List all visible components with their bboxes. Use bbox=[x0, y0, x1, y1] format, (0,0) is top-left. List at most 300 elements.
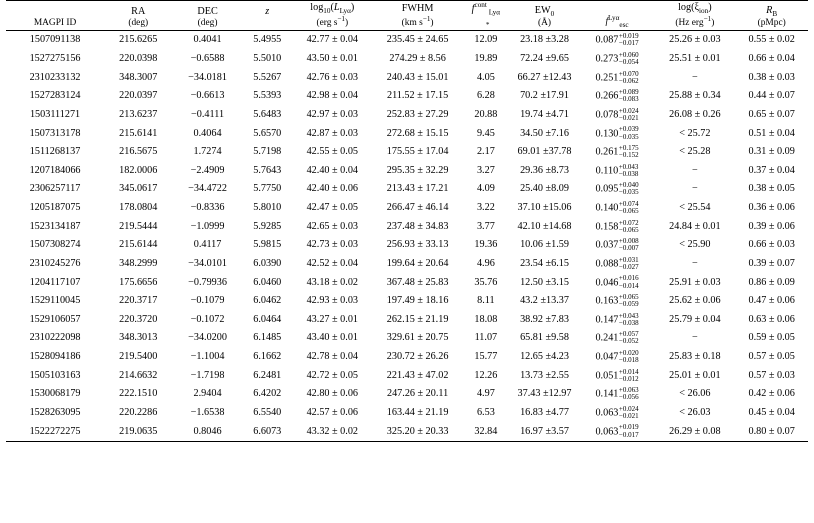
column-header-fwhm: FWHM (km $s^{-1}$) bbox=[401, 3, 434, 29]
cell-fesc bbox=[580, 273, 655, 292]
cell-value: 0.141 bbox=[595, 388, 619, 400]
cell-ew0: 12.50 ±3.15 bbox=[520, 276, 569, 288]
cell-ra: 219.5400 bbox=[119, 351, 158, 363]
cell-loglum: 42.80 ± 0.06 bbox=[306, 388, 359, 400]
table-row bbox=[6, 311, 808, 330]
cell-uncertainty: +0.024 −0.021 bbox=[618, 106, 639, 122]
cell-magpi_id: 1507313178 bbox=[29, 127, 81, 139]
cell-magpi_id: 1529110045 bbox=[29, 295, 81, 307]
cell-uncertainty: +0.063 −0.056 bbox=[618, 386, 639, 402]
table-row bbox=[6, 218, 808, 237]
cell-fesc bbox=[580, 218, 655, 237]
cell-logxi: − bbox=[691, 332, 698, 344]
cell-value: 0.078 bbox=[595, 109, 619, 121]
cell-magpi_id: 1528094186 bbox=[29, 351, 81, 363]
cell-loglum: 42.78 ± 0.04 bbox=[306, 351, 359, 363]
cell-z: 6.5540 bbox=[253, 406, 282, 418]
cell-loglum: 42.73 ± 0.03 bbox=[306, 239, 359, 251]
cell-magpi_id: 1528263095 bbox=[29, 406, 81, 418]
cell-ew0: 70.2 ±17.91 bbox=[520, 90, 569, 102]
cell-value: 0.241 bbox=[595, 332, 619, 344]
cell-z: 5.9815 bbox=[253, 239, 282, 251]
cell-dec: −0.1079 bbox=[190, 295, 225, 307]
cell-uncertainty: +0.008 −0.007 bbox=[618, 237, 639, 253]
cell-ew0: 12.65 ±4.23 bbox=[520, 351, 569, 363]
cell-uncertainty: +0.024 −0.021 bbox=[618, 404, 639, 420]
table-row bbox=[6, 199, 808, 218]
cell-ra: 219.0635 bbox=[119, 425, 158, 437]
cell-magpi_id: 1530068179 bbox=[29, 388, 81, 400]
cell-dec: −0.8336 bbox=[190, 202, 225, 214]
cell-logxi: 25.51 ± 0.01 bbox=[669, 53, 721, 65]
cell-magpi_id: 1529106057 bbox=[29, 313, 81, 325]
cell-fwhm: 367.48 ± 25.83 bbox=[386, 276, 449, 288]
column-header-fcont: $f^{cont}$ $_{Ly\alpha}$ $_*$ bbox=[471, 1, 501, 29]
cell-dec: −0.1072 bbox=[190, 313, 225, 325]
cell-fwhm: 274.29 ± 8.56 bbox=[389, 53, 446, 65]
cell-magpi_id: 1505103163 bbox=[29, 369, 81, 381]
cell-loglum: 42.93 ± 0.03 bbox=[306, 295, 359, 307]
cell-dec: −0.4111 bbox=[191, 108, 225, 120]
cell-dec: −1.0999 bbox=[190, 220, 225, 232]
cell-fcont: 18.08 bbox=[474, 313, 498, 325]
cell-ra: 348.2999 bbox=[119, 257, 158, 269]
cell-z: 5.5393 bbox=[253, 90, 282, 102]
cell-z: 6.1485 bbox=[253, 332, 282, 344]
cell-fesc bbox=[580, 143, 655, 162]
cell-ra: 220.0397 bbox=[119, 90, 158, 102]
table-row bbox=[6, 292, 808, 311]
cell-rb: 0.37 ± 0.04 bbox=[748, 164, 795, 176]
cell-ra: 214.6632 bbox=[119, 369, 158, 381]
cell-fesc bbox=[580, 31, 655, 50]
table-row bbox=[6, 143, 808, 162]
cell-magpi_id: 1522272275 bbox=[29, 425, 81, 437]
cell-ew0: 10.06 ±1.59 bbox=[520, 239, 569, 251]
cell-ew0: 72.24 ±9.65 bbox=[520, 53, 569, 65]
cell-value: 0.095 bbox=[595, 183, 619, 195]
cell-loglum: 43.27 ± 0.01 bbox=[306, 313, 359, 325]
cell-ra: 220.3717 bbox=[119, 295, 158, 307]
cell-loglum: 42.76 ± 0.03 bbox=[306, 71, 359, 83]
table-row bbox=[6, 404, 808, 423]
cell-fcont: 2.17 bbox=[476, 146, 495, 158]
cell-uncertainty: +0.089 −0.083 bbox=[618, 88, 639, 104]
cell-uncertainty: +0.072 −0.065 bbox=[618, 218, 639, 234]
cell-dec: 1.7274 bbox=[193, 146, 222, 158]
cell-ra: 348.3013 bbox=[119, 332, 158, 344]
cell-uncertainty: +0.070 −0.062 bbox=[618, 69, 639, 85]
cell-loglum: 42.77 ± 0.04 bbox=[306, 34, 359, 46]
cell-logxi: − bbox=[691, 71, 698, 83]
cell-rb: 0.31 ± 0.09 bbox=[748, 146, 795, 158]
table-row bbox=[6, 50, 808, 69]
table-row bbox=[6, 329, 808, 348]
cell-dec: −0.6613 bbox=[190, 90, 225, 102]
cell-fwhm: 237.48 ± 34.83 bbox=[386, 220, 449, 232]
cell-dec: −1.7198 bbox=[190, 369, 225, 381]
cell-ra: 220.3720 bbox=[119, 313, 158, 325]
cell-ew0: 66.27 ±12.43 bbox=[517, 71, 572, 83]
column-header-ew0: $EW_0$ (Å) bbox=[534, 4, 555, 29]
cell-ew0: 34.50 ±7.16 bbox=[520, 127, 569, 139]
cell-dec: −34.0181 bbox=[188, 71, 227, 83]
table-row bbox=[6, 255, 808, 274]
cell-rb: 0.55 ± 0.02 bbox=[748, 34, 795, 46]
cell-fwhm: 213.43 ± 17.21 bbox=[386, 183, 449, 195]
cell-fcont: 4.96 bbox=[476, 257, 495, 269]
cell-magpi_id: 1523134187 bbox=[29, 220, 81, 232]
cell-fesc bbox=[580, 106, 655, 125]
cell-rb: 0.63 ± 0.06 bbox=[748, 313, 795, 325]
cell-fcont: 12.09 bbox=[474, 34, 498, 46]
table-body bbox=[6, 31, 808, 441]
cell-dec: −34.0200 bbox=[188, 332, 227, 344]
cell-fwhm: 221.43 ± 47.02 bbox=[386, 369, 449, 381]
cell-z: 5.9285 bbox=[253, 220, 282, 232]
cell-fcont: 9.45 bbox=[476, 127, 495, 139]
cell-fwhm: 329.61 ± 20.75 bbox=[386, 332, 449, 344]
cell-fesc bbox=[580, 311, 655, 330]
cell-ew0: 65.81 ±9.58 bbox=[520, 332, 569, 344]
cell-fcont: 4.97 bbox=[476, 388, 495, 400]
cell-logxi: 25.62 ± 0.06 bbox=[669, 295, 721, 307]
cell-fcont: 20.88 bbox=[474, 108, 498, 120]
table-row bbox=[6, 385, 808, 404]
cell-value: 0.046 bbox=[595, 277, 619, 289]
cell-ew0: 16.83 ±4.77 bbox=[520, 406, 569, 418]
column-header-dec: DEC (deg) bbox=[197, 6, 218, 29]
cell-logxi: 24.84 ± 0.01 bbox=[669, 220, 721, 232]
table-row bbox=[6, 422, 808, 441]
cell-fwhm: 256.93 ± 33.13 bbox=[386, 239, 449, 251]
table-row bbox=[6, 162, 808, 181]
column-header-log-xi-ion: $\log(\xi_{ion})$ (Hz erg$^{-1}$) bbox=[675, 1, 715, 29]
cell-loglum: 42.72 ± 0.05 bbox=[306, 369, 359, 381]
cell-rb: 0.38 ± 0.05 bbox=[748, 183, 795, 195]
cell-dec: 2.9404 bbox=[193, 388, 222, 400]
cell-dec: −1.1004 bbox=[190, 351, 225, 363]
cell-ra: 222.1510 bbox=[119, 388, 158, 400]
source-properties-table bbox=[6, 0, 808, 442]
cell-dec: −0.79936 bbox=[188, 276, 227, 288]
cell-logxi: < 25.72 bbox=[679, 127, 711, 139]
cell-dec: 0.4041 bbox=[193, 34, 222, 46]
table-row bbox=[6, 69, 808, 88]
cell-ra: 215.6265 bbox=[119, 34, 158, 46]
cell-rb: 0.59 ± 0.05 bbox=[748, 332, 795, 344]
cell-uncertainty: +0.065 −0.059 bbox=[618, 293, 639, 309]
table-row bbox=[6, 106, 808, 125]
cell-value: 0.087 bbox=[595, 34, 619, 46]
cell-fcont: 6.28 bbox=[476, 90, 495, 102]
cell-ew0: 69.01 ±37.78 bbox=[517, 146, 572, 158]
cell-ra: 345.0617 bbox=[119, 183, 158, 195]
cell-fwhm: 295.35 ± 32.29 bbox=[386, 164, 449, 176]
cell-fcont: 19.89 bbox=[474, 53, 498, 65]
cell-magpi_id: 2306257117 bbox=[29, 183, 81, 195]
cell-logxi: 25.83 ± 0.18 bbox=[669, 351, 721, 363]
column-header-fesc: $f^{Ly\alpha}_{esc}$ bbox=[605, 13, 629, 29]
cell-magpi_id: 2310245276 bbox=[29, 257, 81, 269]
cell-ra: 175.6656 bbox=[119, 276, 158, 288]
cell-dec: −1.6538 bbox=[190, 406, 225, 418]
cell-magpi_id: 1511268137 bbox=[29, 146, 81, 158]
cell-fcont: 32.84 bbox=[474, 425, 498, 437]
cell-ew0: 43.2 ±13.37 bbox=[520, 295, 569, 307]
cell-z: 6.1662 bbox=[253, 351, 282, 363]
cell-ra: 178.0804 bbox=[119, 202, 158, 214]
table-header-row bbox=[6, 1, 808, 31]
cell-fesc bbox=[580, 367, 655, 386]
cell-logxi: < 25.28 bbox=[679, 146, 711, 158]
cell-dec: −2.4909 bbox=[190, 164, 225, 176]
cell-rb: 0.36 ± 0.06 bbox=[748, 202, 795, 214]
cell-ew0: 42.10 ±14.68 bbox=[517, 220, 572, 232]
cell-fcont: 8.11 bbox=[477, 295, 495, 307]
cell-fesc bbox=[580, 50, 655, 69]
cell-value: 0.130 bbox=[595, 128, 619, 140]
cell-fwhm: 266.47 ± 46.14 bbox=[386, 202, 449, 214]
cell-ew0: 19.74 ±4.71 bbox=[520, 108, 569, 120]
column-header-rb: $R_B$ (pMpc) bbox=[757, 4, 786, 29]
cell-ew0: 37.43 ±12.97 bbox=[517, 388, 572, 400]
cell-ra: 219.5444 bbox=[119, 220, 158, 232]
cell-loglum: 42.55 ± 0.05 bbox=[306, 146, 359, 158]
cell-uncertainty: +0.060 −0.054 bbox=[618, 50, 639, 67]
table-row bbox=[6, 236, 808, 255]
cell-fwhm: 197.49 ± 18.16 bbox=[386, 295, 449, 307]
cell-magpi_id: 1527283124 bbox=[29, 90, 81, 102]
cell-loglum: 42.47 ± 0.05 bbox=[306, 202, 359, 214]
cell-fwhm: 272.68 ± 15.15 bbox=[386, 127, 449, 139]
cell-ew0: 23.54 ±6.15 bbox=[520, 257, 569, 269]
column-header-redshift: z bbox=[265, 6, 270, 18]
cell-rb: 0.39 ± 0.07 bbox=[748, 257, 795, 269]
cell-fesc bbox=[580, 236, 655, 255]
cell-fesc bbox=[580, 199, 655, 218]
cell-value: 0.266 bbox=[595, 90, 619, 102]
cell-z: 5.7198 bbox=[253, 146, 282, 158]
cell-logxi: < 25.54 bbox=[679, 202, 711, 214]
cell-logxi: − bbox=[691, 257, 698, 269]
cell-logxi: < 26.03 bbox=[679, 406, 711, 418]
cell-z: 5.4955 bbox=[253, 34, 282, 46]
cell-fcont: 4.09 bbox=[476, 183, 495, 195]
cell-ra: 215.6144 bbox=[119, 239, 158, 251]
cell-dec: −34.0101 bbox=[188, 257, 227, 269]
cell-rb: 0.38 ± 0.03 bbox=[748, 71, 795, 83]
cell-logxi: 25.91 ± 0.03 bbox=[669, 276, 721, 288]
cell-z: 5.8010 bbox=[253, 202, 282, 214]
cell-fesc bbox=[580, 348, 655, 367]
cell-rb: 0.42 ± 0.06 bbox=[748, 388, 795, 400]
cell-fesc bbox=[580, 162, 655, 181]
cell-ew0: 37.10 ±15.06 bbox=[517, 202, 572, 214]
cell-magpi_id: 1207184066 bbox=[29, 164, 81, 176]
cell-loglum: 42.87 ± 0.03 bbox=[306, 127, 359, 139]
cell-dec: −34.4722 bbox=[188, 183, 227, 195]
cell-uncertainty: +0.043 −0.038 bbox=[618, 311, 639, 327]
cell-fwhm: 262.15 ± 21.19 bbox=[386, 313, 449, 325]
cell-rb: 0.66 ± 0.04 bbox=[748, 53, 795, 65]
cell-rb: 0.66 ± 0.03 bbox=[748, 239, 795, 251]
cell-ra: 216.5675 bbox=[119, 146, 158, 158]
cell-ra: 182.0006 bbox=[119, 164, 158, 176]
cell-value: 0.063 bbox=[595, 407, 619, 419]
cell-rb: 0.80 ± 0.07 bbox=[748, 425, 795, 437]
cell-z: 5.7750 bbox=[253, 183, 282, 195]
cell-fwhm: 252.83 ± 27.29 bbox=[386, 108, 449, 120]
cell-ew0: 13.73 ±2.55 bbox=[520, 369, 569, 381]
cell-magpi_id: 1527275156 bbox=[29, 53, 81, 65]
cell-uncertainty: +0.019 −0.017 bbox=[618, 423, 639, 439]
cell-dec: −0.6588 bbox=[190, 53, 225, 65]
cell-ew0: 29.36 ±8.73 bbox=[520, 164, 569, 176]
cell-ew0: 25.40 ±8.09 bbox=[520, 183, 569, 195]
cell-ra: 220.2286 bbox=[119, 406, 158, 418]
cell-fesc bbox=[580, 292, 655, 311]
column-header-log-luminosity: $\log_{10}(L_{Ly\alpha})$ (erg $s^{-1}$) bbox=[310, 1, 355, 29]
cell-value: 0.063 bbox=[595, 426, 619, 438]
cell-value: 0.273 bbox=[595, 53, 619, 65]
cell-fesc bbox=[580, 385, 655, 404]
cell-magpi_id: 1204117107 bbox=[29, 276, 81, 288]
cell-fcont: 12.26 bbox=[474, 369, 498, 381]
cell-rb: 0.45 ± 0.04 bbox=[748, 406, 795, 418]
cell-loglum: 42.97 ± 0.03 bbox=[306, 108, 359, 120]
cell-z: 5.6483 bbox=[253, 108, 282, 120]
cell-rb: 0.39 ± 0.06 bbox=[748, 220, 795, 232]
cell-fesc bbox=[580, 422, 655, 441]
cell-loglum: 42.57 ± 0.06 bbox=[306, 406, 359, 418]
cell-magpi_id: 2310222098 bbox=[29, 332, 81, 344]
cell-magpi_id: 1507308274 bbox=[29, 239, 81, 251]
cell-fwhm: 163.44 ± 21.19 bbox=[386, 406, 449, 418]
cell-fcont: 6.53 bbox=[476, 406, 495, 418]
cell-fesc bbox=[580, 329, 655, 348]
cell-loglum: 42.52 ± 0.04 bbox=[306, 257, 359, 269]
cell-magpi_id: 1503111271 bbox=[29, 108, 81, 120]
cell-fcont: 3.27 bbox=[476, 164, 495, 176]
column-header-ra: RA (deg) bbox=[128, 6, 149, 29]
cell-logxi: 26.29 ± 0.08 bbox=[669, 425, 721, 437]
cell-fwhm: 175.55 ± 17.04 bbox=[386, 146, 449, 158]
cell-fcont: 3.22 bbox=[476, 202, 495, 214]
cell-z: 5.5010 bbox=[253, 53, 282, 65]
cell-loglum: 43.50 ± 0.01 bbox=[306, 53, 359, 65]
cell-logxi: 25.26 ± 0.03 bbox=[669, 34, 721, 46]
cell-loglum: 42.98 ± 0.04 bbox=[306, 90, 359, 102]
cell-dec: 0.8046 bbox=[193, 425, 222, 437]
cell-z: 6.0462 bbox=[253, 295, 282, 307]
cell-uncertainty: +0.057 −0.052 bbox=[618, 330, 639, 346]
cell-z: 6.0390 bbox=[253, 257, 282, 269]
cell-uncertainty: +0.040 −0.035 bbox=[618, 181, 639, 197]
cell-uncertainty: +0.019 −0.017 bbox=[618, 32, 639, 48]
cell-value: 0.088 bbox=[595, 258, 619, 270]
cell-magpi_id: 2310233132 bbox=[29, 71, 81, 83]
table-row bbox=[6, 87, 808, 106]
cell-fcont: 35.76 bbox=[474, 276, 498, 288]
table-row bbox=[6, 367, 808, 386]
cell-value: 0.261 bbox=[595, 146, 619, 158]
cell-value: 0.251 bbox=[595, 72, 619, 84]
header-label-magpi-id: MAGPI ID bbox=[33, 18, 77, 29]
cell-fesc bbox=[580, 87, 655, 106]
cell-uncertainty: +0.014 −0.012 bbox=[618, 367, 639, 383]
cell-fcont: 19.36 bbox=[474, 239, 498, 251]
cell-logxi: < 25.90 bbox=[679, 239, 711, 251]
cell-uncertainty: +0.020 −0.018 bbox=[618, 348, 639, 365]
cell-z: 6.4202 bbox=[253, 388, 282, 400]
table-row bbox=[6, 31, 808, 50]
column-header-magpi-id bbox=[6, 1, 104, 31]
cell-z: 6.0460 bbox=[253, 276, 282, 288]
cell-z: 6.0464 bbox=[253, 313, 282, 325]
cell-rb: 0.44 ± 0.07 bbox=[748, 90, 795, 102]
table-row bbox=[6, 348, 808, 367]
table-row bbox=[6, 180, 808, 199]
cell-ra: 220.0398 bbox=[119, 53, 158, 65]
cell-logxi: − bbox=[691, 164, 698, 176]
cell-dec: 0.4117 bbox=[193, 239, 222, 251]
cell-loglum: 42.40 ± 0.06 bbox=[306, 183, 359, 195]
cell-fesc bbox=[580, 255, 655, 274]
cell-value: 0.163 bbox=[595, 295, 619, 307]
cell-fwhm: 211.52 ± 17.15 bbox=[386, 90, 449, 102]
cell-value: 0.158 bbox=[595, 221, 619, 233]
cell-fwhm: 240.43 ± 15.01 bbox=[386, 71, 449, 83]
cell-z: 5.7643 bbox=[253, 164, 282, 176]
cell-uncertainty: +0.016 −0.014 bbox=[618, 274, 639, 290]
cell-logxi: 25.01 ± 0.01 bbox=[669, 369, 721, 381]
cell-value: 0.047 bbox=[595, 351, 619, 363]
cell-loglum: 42.65 ± 0.03 bbox=[306, 220, 359, 232]
cell-fcont: 11.07 bbox=[474, 332, 498, 344]
cell-logxi: 26.08 ± 0.26 bbox=[669, 108, 721, 120]
cell-uncertainty: +0.039 −0.035 bbox=[618, 125, 639, 141]
cell-uncertainty: +0.043 −0.038 bbox=[618, 162, 639, 178]
cell-loglum: 42.40 ± 0.04 bbox=[306, 164, 359, 176]
cell-loglum: 43.32 ± 0.02 bbox=[306, 425, 359, 437]
cell-value: 0.110 bbox=[595, 165, 619, 177]
cell-rb: 0.86 ± 0.09 bbox=[748, 276, 795, 288]
cell-uncertainty: +0.031 −0.027 bbox=[618, 255, 639, 271]
cell-fwhm: 325.20 ± 20.33 bbox=[386, 425, 449, 437]
cell-logxi: 25.88 ± 0.34 bbox=[669, 90, 721, 102]
cell-z: 6.2481 bbox=[253, 369, 282, 381]
cell-rb: 0.57 ± 0.03 bbox=[748, 369, 795, 381]
cell-value: 0.037 bbox=[595, 239, 619, 251]
cell-fesc bbox=[580, 69, 655, 88]
cell-ra: 215.6141 bbox=[119, 127, 158, 139]
cell-fesc bbox=[580, 124, 655, 143]
cell-z: 5.5267 bbox=[253, 71, 282, 83]
cell-fesc bbox=[580, 404, 655, 423]
cell-fcont: 3.77 bbox=[476, 220, 495, 232]
cell-ra: 348.3007 bbox=[119, 71, 158, 83]
cell-magpi_id: 1507091138 bbox=[29, 34, 81, 46]
cell-rb: 0.47 ± 0.06 bbox=[748, 295, 795, 307]
cell-fesc bbox=[580, 180, 655, 199]
cell-uncertainty: +0.175 −0.152 bbox=[618, 144, 639, 160]
cell-uncertainty: +0.074 −0.065 bbox=[618, 199, 639, 216]
cell-loglum: 43.18 ± 0.02 bbox=[306, 276, 359, 288]
cell-fwhm: 235.45 ± 24.65 bbox=[386, 34, 449, 46]
cell-z: 6.6073 bbox=[253, 425, 282, 437]
cell-fcont: 15.77 bbox=[474, 351, 498, 363]
